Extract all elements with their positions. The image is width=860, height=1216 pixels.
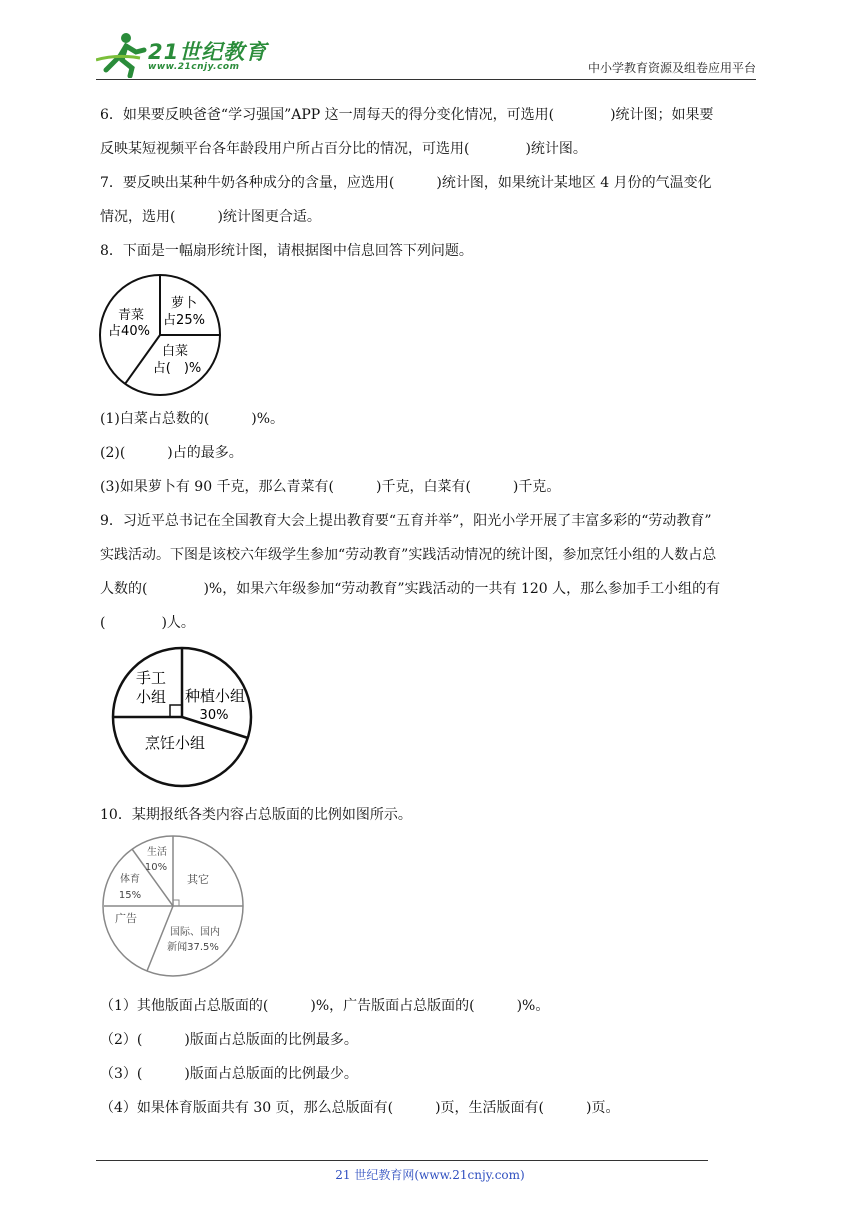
pie1-label-luobo: 萝卜	[170, 296, 198, 311]
pie3-label-guanggao: 广告	[115, 912, 137, 925]
q10-part-4: （4）如果体育版面共有 30 页，那么总版面有( )页，生活版面有( )页。	[100, 1100, 620, 1116]
q7-line-1: 7．要反映出某种牛奶各种成分的含量，应选用( )统计图，如果统计某地区 4 月份的气温变化	[100, 175, 712, 191]
header-divider	[96, 79, 756, 80]
q6-line-2: 反映某短视频平台各年龄段用户所占百分比的情况，可选用( )统计图。	[100, 141, 587, 157]
q6-line-1: 6．如果要反映爸爸“学习强国”APP 这一周每天的得分变化情况，可选用( )统计图；如果要	[100, 107, 714, 123]
pie3-label-shenghuo: 生活	[147, 847, 167, 858]
platform-title: 中小学教育资源及组卷应用平台	[587, 61, 756, 75]
q9-line-4: ( )人。	[100, 615, 195, 631]
pie1-label-baicai-pct: 占( )%	[152, 361, 202, 376]
logo-text: 21世纪教育	[148, 40, 268, 64]
pie-chart-labor-groups	[110, 645, 254, 789]
q9-line-2: 实践活动。下图是该校六年级学生参加“劳动教育”实践活动情况的统计图，参加烹饪小组的人数占总	[100, 547, 717, 563]
pie-chart-newspaper	[100, 834, 246, 980]
q8-part-1: (1)白菜占总数的( )%。	[100, 411, 285, 427]
pie3-label-qita: 其它	[187, 873, 209, 886]
pie2-label-zhongzhi-pct: 30%	[199, 708, 229, 723]
pie2-label-shougong-2: 小组	[135, 688, 167, 706]
pie3-label-shenghuo-pct: 10%	[144, 862, 168, 873]
pie1-label-baicai: 白菜	[161, 344, 189, 359]
footer-divider	[96, 1160, 708, 1161]
page-header	[0, 0, 860, 80]
pie-chart-vegetables	[98, 273, 222, 397]
q7-line-2: 情况，选用( )统计图更合适。	[100, 209, 321, 225]
pie1-label-luobo-pct: 占25%	[163, 313, 205, 328]
pie1-label-qingcai-pct: 占40%	[108, 324, 150, 339]
logo-url: www.21cnjy.com	[148, 62, 240, 72]
q9-line-3: 人数的( )%，如果六年级参加“劳动教育”实践活动的一共有 120 人，那么参加手工小组的有	[100, 581, 721, 597]
q8-line-1: 8．下面是一幅扇形统计图，请根据图中信息回答下列问题。	[100, 243, 473, 259]
q10-part-2: （2）( )版面占总版面的比例最多。	[100, 1032, 358, 1048]
pie2-label-zhongzhi: 种植小组	[184, 687, 246, 705]
pie2-label-pengren: 烹饪小组	[144, 734, 206, 752]
footer-link[interactable]: 21 世纪教育网(www.21cnjy.com)	[335, 1168, 525, 1182]
q10-line-1: 10．某期报纸各类内容占总版面的比例如图所示。	[100, 807, 412, 823]
pie1-label-qingcai: 青菜	[117, 308, 145, 323]
pie3-label-xinwen: 国际、国内	[170, 927, 220, 938]
q10-part-3: （3）( )版面占总版面的比例最少。	[100, 1066, 358, 1082]
q10-part-1: （1）其他版面占总版面的( )%，广告版面占总版面的( )%。	[100, 998, 550, 1014]
q9-line-1: 9．习近平总书记在全国教育大会上提出教育要“五育并举”，阳光小学开展了丰富多彩的“劳动教育”	[100, 513, 712, 529]
pie3-label-tiyu: 体育	[120, 874, 140, 885]
pie3-label-xinwen-pct: 新闻37.5%	[167, 942, 219, 953]
q8-part-3: (3)如果萝卜有 90 千克，那么青菜有( )千克，白菜有( )千克。	[100, 479, 561, 495]
q8-part-2: (2)( )占的最多。	[100, 445, 243, 461]
pie2-label-shougong: 手工	[135, 669, 167, 687]
pie3-label-tiyu-pct: 15%	[118, 890, 142, 901]
